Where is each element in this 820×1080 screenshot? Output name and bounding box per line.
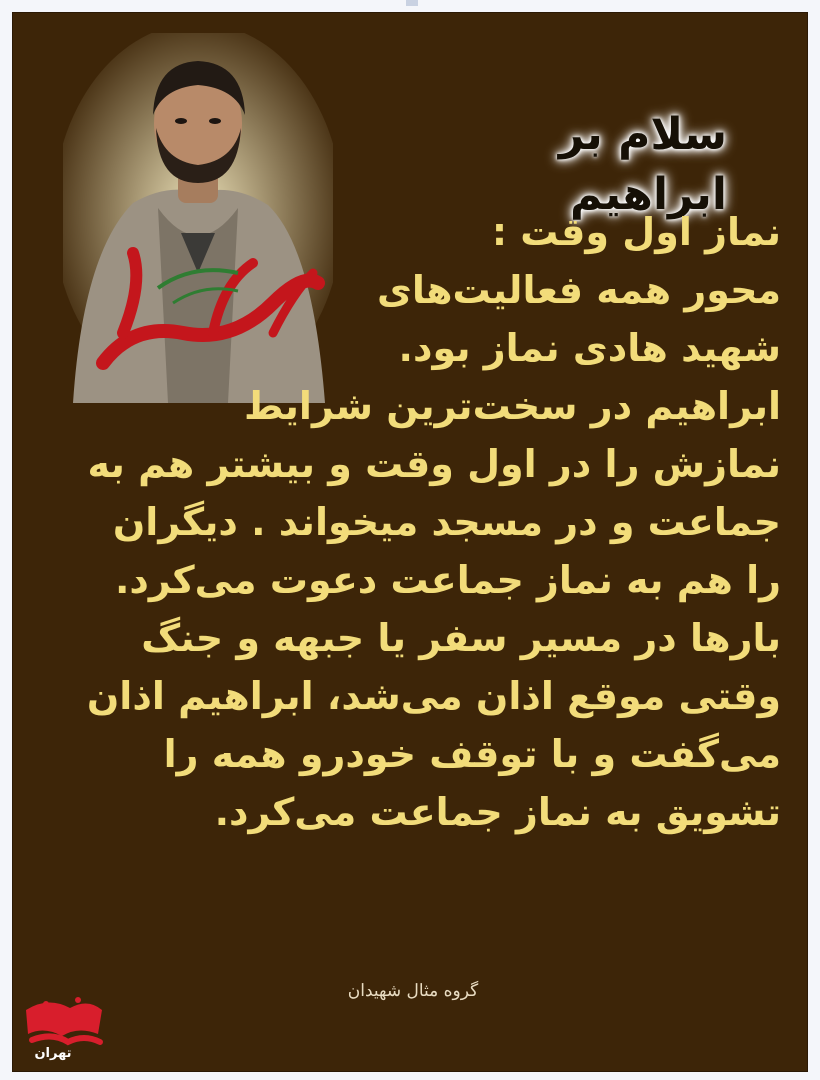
poster	[12, 12, 808, 1072]
top-marker	[406, 0, 418, 6]
body-line: تشویق به نماز جماعت می‌کرد.	[214, 790, 781, 834]
body-line: محور همه فعالیت‌های	[377, 268, 781, 312]
body-line: شهید هادی نماز بود.	[398, 326, 781, 370]
poster-body	[43, 203, 781, 841]
body-line: نمازش را در اول وقت و بیشتر هم به	[87, 442, 781, 486]
body-line: جماعت و در مسجد میخواند . دیگران	[112, 500, 781, 544]
body-line: بارها در مسیر سفر یا جبهه و جنگ	[141, 616, 781, 660]
body-line: وقتی موقع اذان می‌شد، ابراهیم اذان	[86, 674, 781, 718]
credit-text: گروه مثال شهیدان	[347, 981, 479, 1001]
body-line: را هم به نماز جماعت دعوت می‌کرد.	[114, 558, 781, 602]
body-line: نماز اول وقت :	[491, 210, 781, 254]
logo-city: تهران	[34, 1046, 72, 1061]
poster-title: سلام بر ابراهیم	[558, 109, 727, 220]
body-line: می‌گفت و با توقف خودرو همه را	[163, 732, 781, 776]
body-line: ابراهیم در سخت‌ترین شرایط	[243, 384, 781, 428]
